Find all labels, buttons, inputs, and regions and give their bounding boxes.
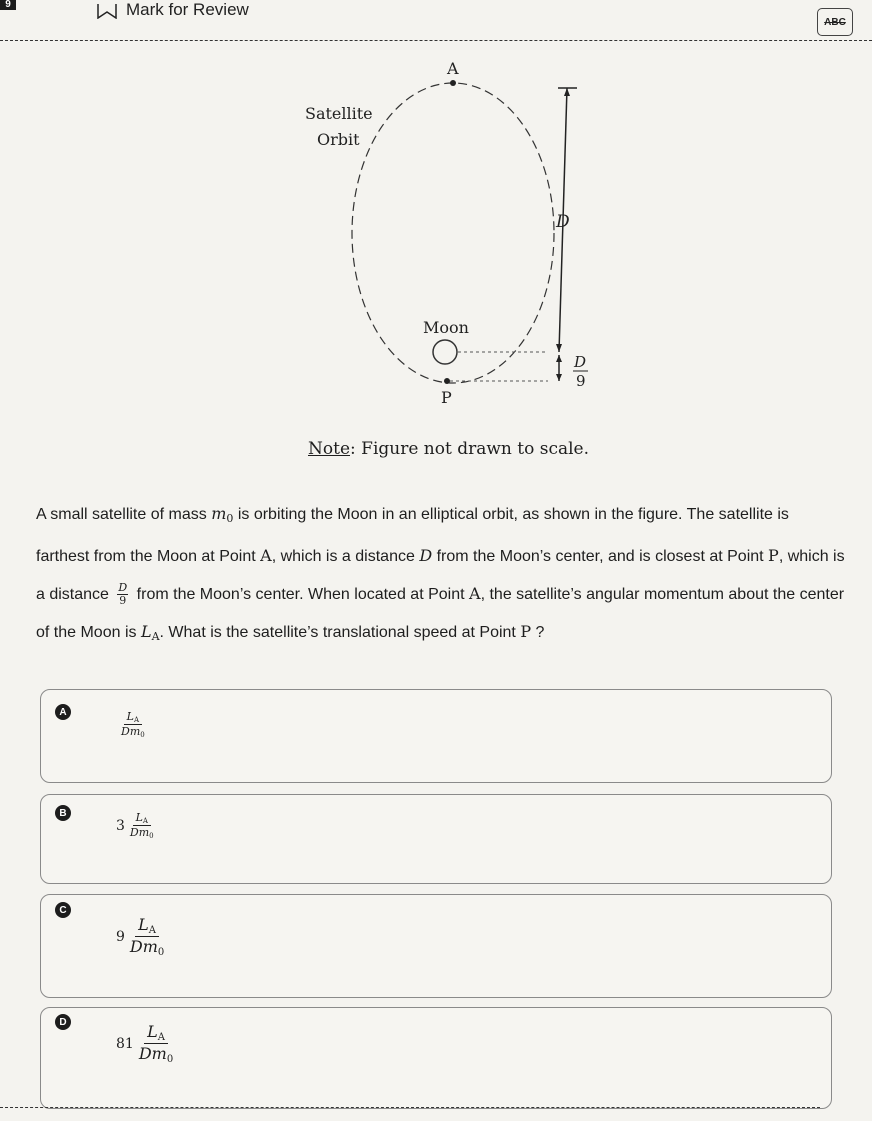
distance-symbol: D [419, 546, 433, 565]
bookmark-icon[interactable] [96, 3, 118, 19]
bottom-divider [0, 1107, 820, 1108]
label-distance-d: D [556, 212, 570, 232]
label-d9-numerator: D [574, 353, 587, 371]
satellite-orbit [352, 83, 554, 383]
point-a-symbol: A [469, 584, 481, 603]
angular-momentum-symbol: $L_A$ [140, 622, 160, 643]
question-number: 9 [0, 0, 16, 10]
stem-text: from the Moon’s center, and is closest at Point [436, 548, 764, 565]
choice-letter: D [55, 1014, 71, 1030]
note-prefix: Note [308, 439, 351, 459]
d9-arrow-head-bottom [556, 374, 562, 381]
point-a-dot [450, 80, 456, 86]
choice-d-expression: 81 $\frac{L_A}{Dm_0}$ [116, 1022, 174, 1065]
choice-b-expression: 3 $\frac{L_A}{Dm_0}$ [116, 811, 154, 840]
top-divider [0, 40, 872, 41]
choice-letter: A [55, 704, 71, 720]
point-p-symbol: P [520, 622, 532, 641]
choice-b[interactable] [40, 794, 832, 884]
note-text: : Figure not drawn to scale. [350, 439, 590, 459]
label-point-a: A [447, 59, 459, 78]
choice-c[interactable] [40, 894, 832, 998]
mass-symbol: $m_0$ [211, 504, 234, 525]
label-point-p: P [441, 388, 452, 407]
stem-text: A small satellite of mass [36, 506, 207, 523]
choice-a[interactable] [40, 689, 832, 783]
answer-eliminator-button[interactable]: ABC [817, 8, 853, 36]
label-d9-denominator: 9 [576, 372, 586, 390]
stem-text: , which is a distance [271, 548, 415, 565]
point-p-symbol: P [768, 546, 779, 565]
figure-note [308, 439, 589, 459]
stem-text: , which is a distance [36, 548, 845, 603]
question-stem [36, 495, 846, 655]
d9-arrow-head-top [556, 355, 562, 362]
stem-text: is orbiting the Moon in an elliptical orbit, as shown in the figure. The satellite is farthest from the Moon at Point [36, 506, 789, 565]
choice-d[interactable] [40, 1007, 832, 1109]
point-a-symbol: A [260, 546, 272, 565]
label-satellite: Satellite [305, 104, 373, 123]
moon-circle [433, 340, 457, 364]
mark-for-review-button[interactable]: Mark for Review [126, 0, 249, 19]
stem-text: from the Moon’s center. When located at Point [136, 586, 465, 603]
label-moon: Moon [423, 318, 469, 337]
orbit-figure [290, 50, 620, 420]
choice-c-expression: 9 $\frac{L_A}{Dm_0}$ [116, 915, 165, 958]
d-arrow-head-top [564, 88, 570, 96]
stem-text: , the satellite’s angular momentum about the center of the Moon is [36, 586, 845, 641]
stem-text: . What is the satellite’s translational speed at Point [159, 624, 516, 641]
d-arrow-head-bottom [556, 344, 562, 352]
choice-letter: C [55, 902, 71, 918]
point-p-dot [444, 378, 450, 384]
question-header [0, 0, 872, 44]
label-orbit: Orbit [317, 130, 360, 149]
stem-text: ? [535, 624, 545, 641]
choice-letter: B [55, 805, 71, 821]
d-over-9-fraction: $\frac{D}{9}$ [118, 581, 128, 608]
choice-a-expression: $\frac{L_A}{Dm_0}$ [121, 710, 145, 739]
